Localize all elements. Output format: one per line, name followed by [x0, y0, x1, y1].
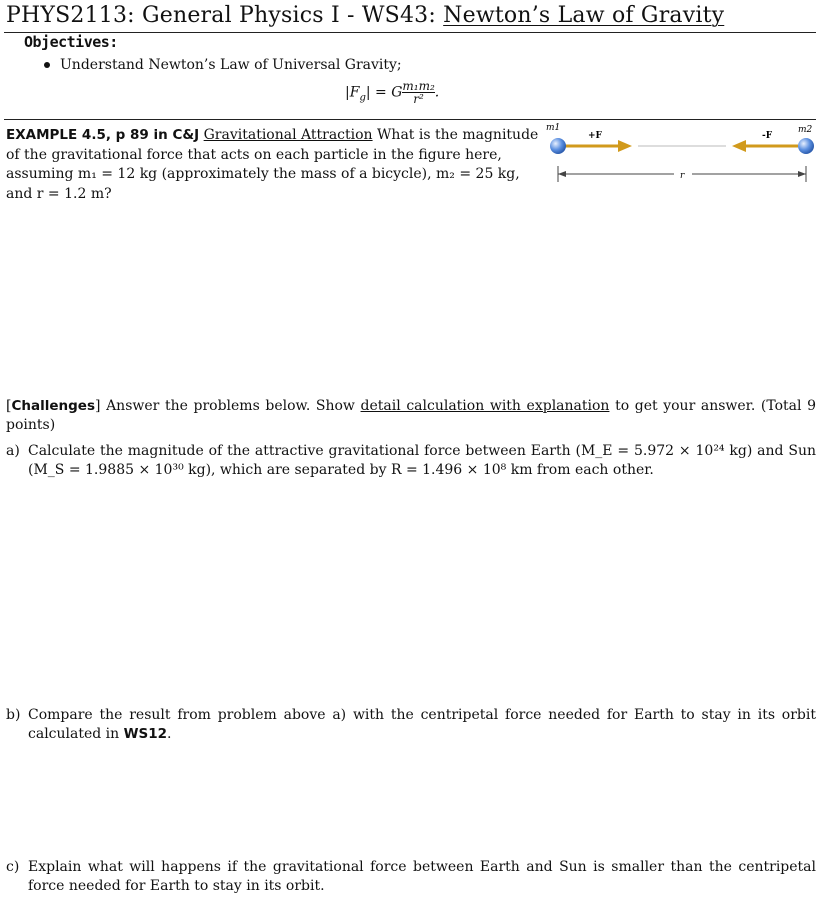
formula-numerator: m₁m₂: [402, 79, 435, 93]
question-a-text: Calculate the magnitude of the attractive gravitational force between Earth (M_E = 5.972 × 10²⁴ kg) and Sun (M_S = 1.9885 × 10³⁰ kg), which are separated by R = 1.496 × 10⁸ km from each other.: [28, 443, 816, 478]
example-label: EXAMPLE 4.5, p 89 in C&J: [6, 127, 200, 143]
challenges-intro-link[interactable]: detail calculation with explanation: [360, 398, 610, 414]
distance-arrow-left-icon: [558, 171, 566, 177]
challenges-intro-post: to get your answer. (Total 9 points): [6, 398, 817, 433]
example-block: [6, 126, 546, 204]
formula-lhs: |F: [345, 84, 360, 101]
distance-arrow-right-icon: [798, 171, 806, 177]
question-c-text: Explain what will happens if the gravitational force between Earth and Sun is smaller than the centripetal force needed for Earth to stay in its orbit.: [28, 859, 816, 894]
question-a-label: a): [6, 443, 20, 459]
formula-fraction: [402, 80, 434, 105]
challenges-intro-pre: Answer the problems below. Show: [106, 398, 355, 414]
question-b-body: [28, 706, 816, 744]
question-b-end: .: [167, 726, 172, 742]
formula-eq: | = G: [365, 84, 403, 101]
m1-label: m1: [546, 123, 561, 133]
question-b-label: b): [6, 707, 21, 723]
force-neg-label: -F: [762, 131, 773, 141]
gravity-formula: [345, 80, 439, 105]
page-title: [6, 3, 724, 28]
example-link[interactable]: Gravitational Attraction: [203, 127, 373, 143]
mass-2-sphere: [798, 138, 814, 154]
objectives-heading: Objectives:: [24, 33, 118, 51]
mass-1-sphere: [550, 138, 566, 154]
force-pos-label: +F: [588, 131, 602, 141]
distance-label: r: [680, 171, 685, 181]
question-a: [6, 442, 816, 480]
objective-item: [44, 57, 402, 73]
objective-text: Understand Newton’s Law of Universal Gravity;: [60, 57, 402, 73]
arrow-pos-head-icon: [618, 140, 632, 152]
formula-sub: g: [359, 92, 366, 104]
course-title: PHYS2113: General Physics I - WS43:: [6, 3, 436, 28]
challenges-label: Challenges: [11, 398, 95, 414]
topic-title: Newton’s Law of Gravity: [443, 3, 725, 28]
question-b: [6, 706, 816, 744]
bullet-icon: [44, 62, 50, 68]
formula-denominator: r²: [402, 92, 434, 105]
formula-end: .: [434, 84, 440, 101]
question-c: [6, 858, 816, 896]
question-c-label: c): [6, 859, 20, 875]
question-b-text: Compare the result from problem above a) with the centripetal force needed for Earth to stay in its orbit calculated in: [28, 707, 816, 742]
example-text: What is the magnitude of the gravitational force that acts on each particle in the figure here, assuming m₁ = 12 kg (approximately the mass of a bicycle), m₂ = 25 kg, and r = 1.2 m?: [6, 127, 539, 202]
gravity-figure: [546, 120, 818, 190]
m2-label: m2: [798, 125, 813, 135]
arrow-neg-head-icon: [732, 140, 746, 152]
question-b-ref: WS12: [123, 726, 168, 742]
challenges-intro: [Challenges] Answer the problems below. Show detail calculation with explanation to get your answer. (Total 9 points): [6, 398, 817, 433]
title-rule: [4, 32, 816, 33]
